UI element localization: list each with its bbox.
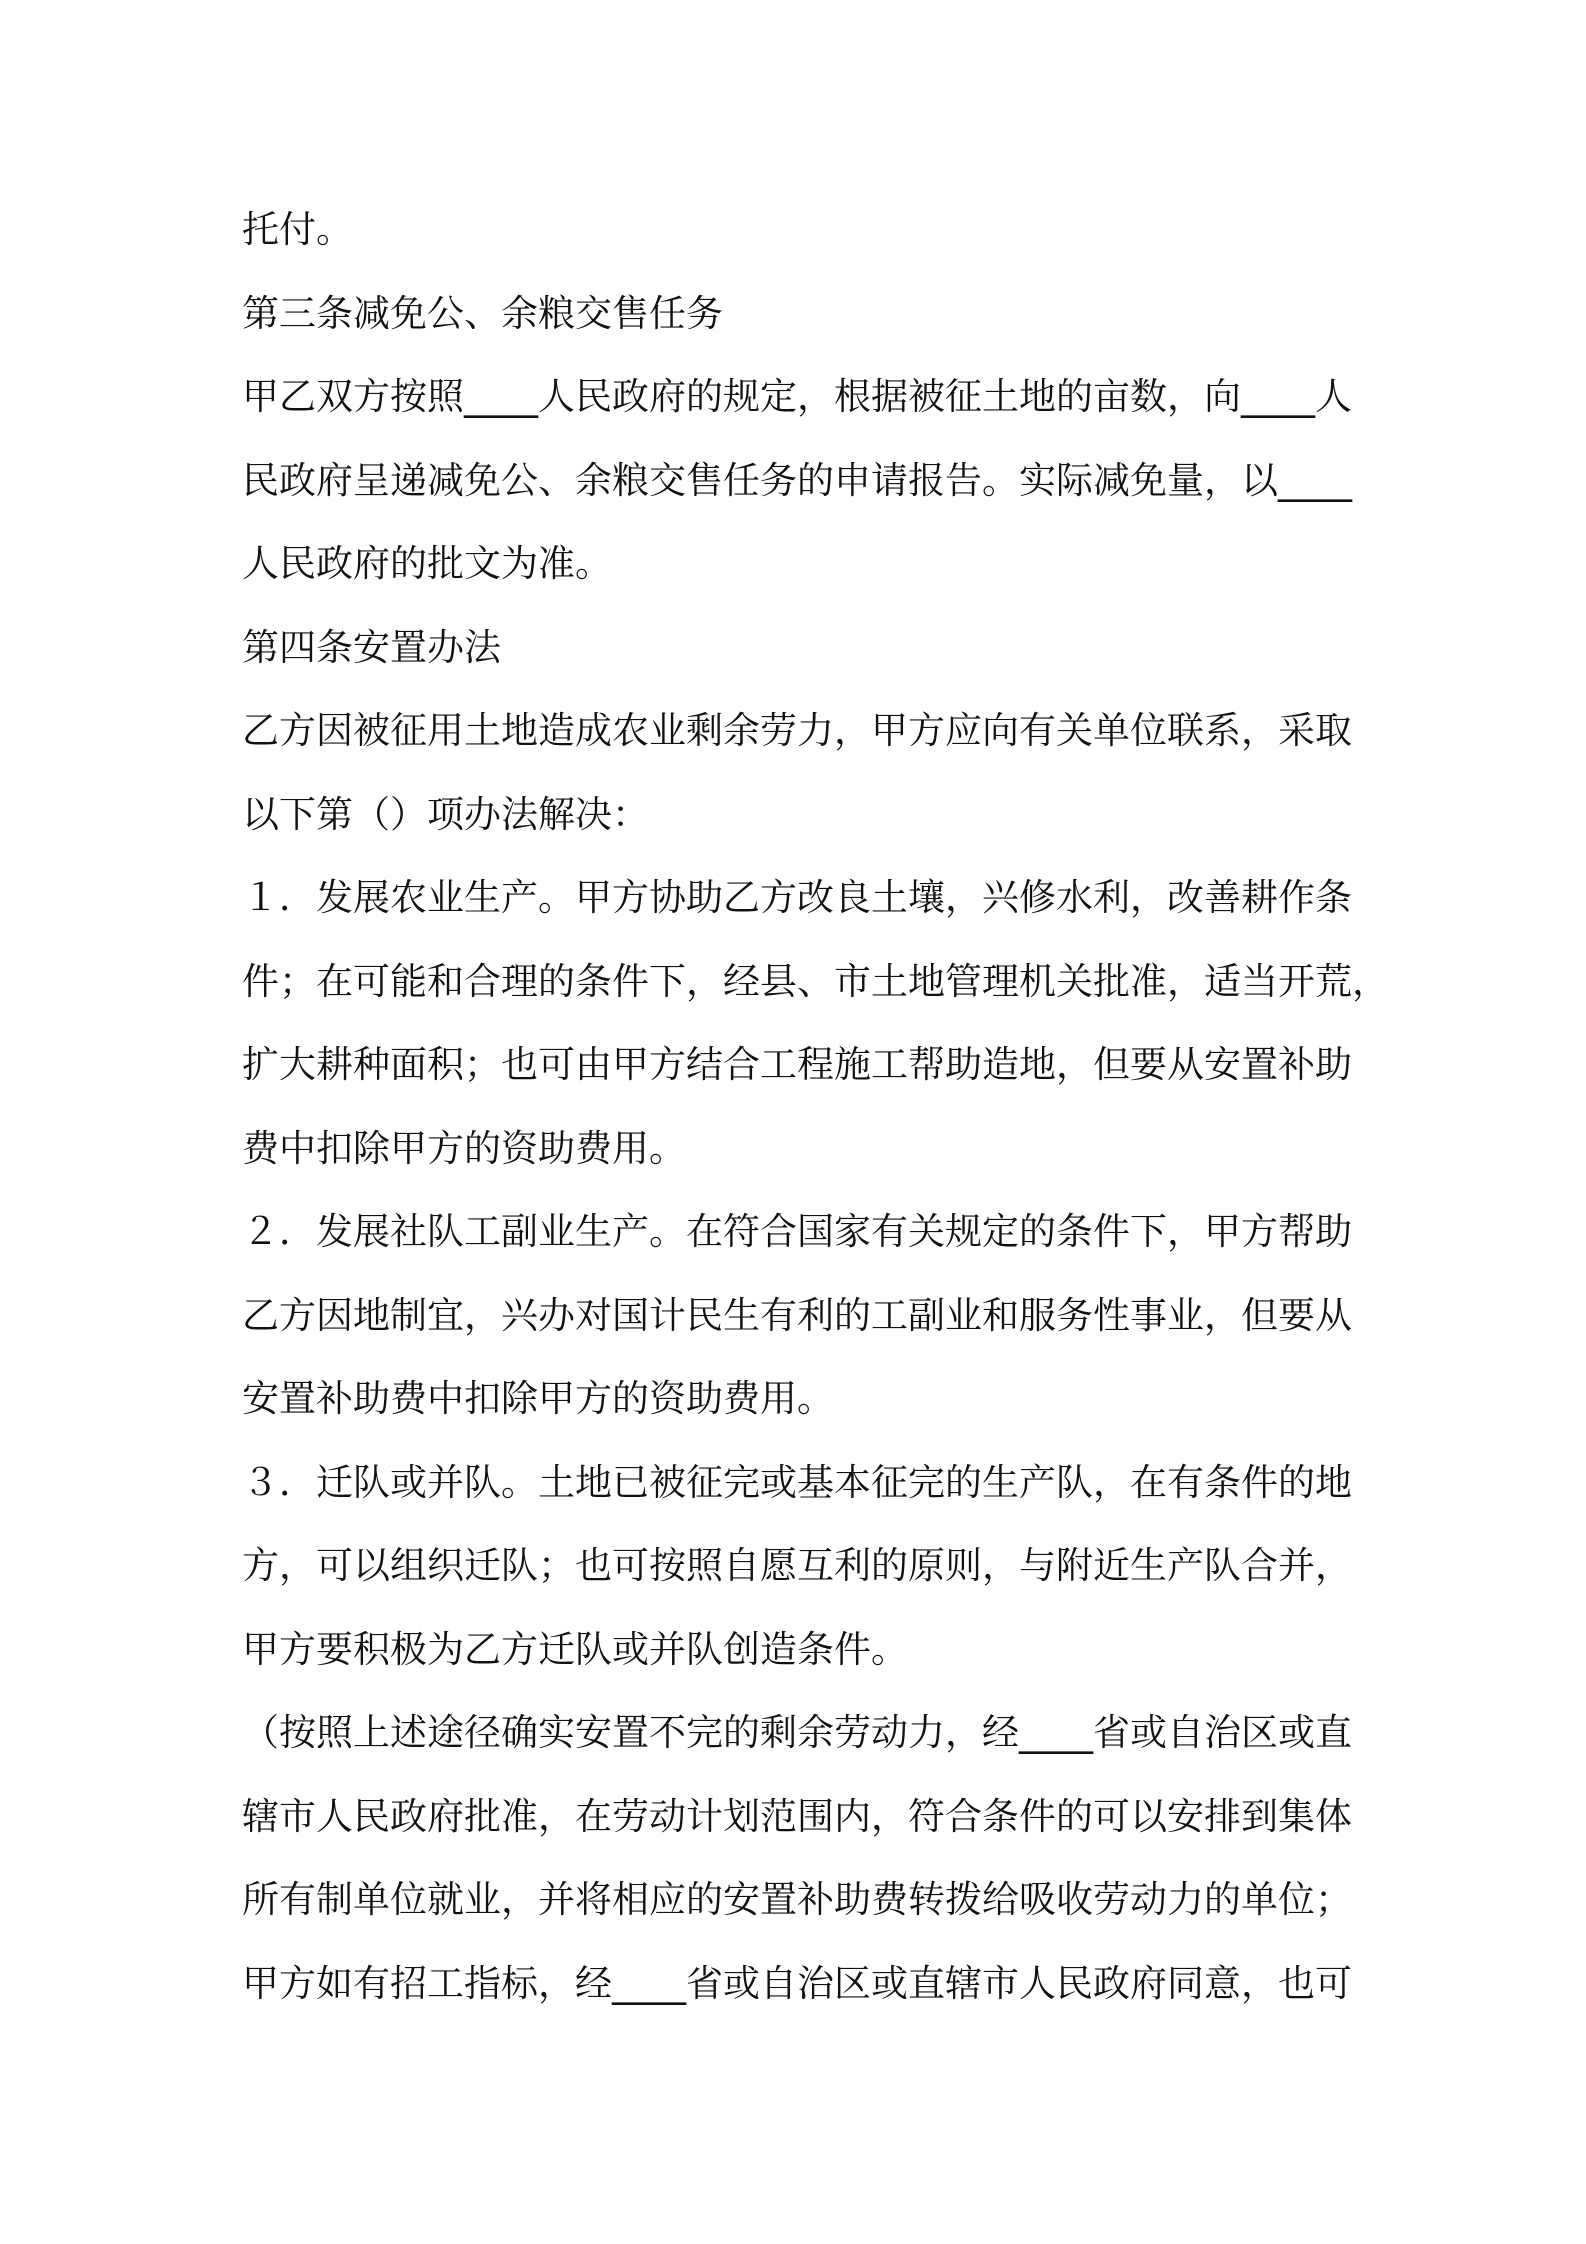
- text-line: 第三条减免公、余粮交售任务: [242, 291, 723, 335]
- text-line: 费中扣除甲方的资助费用。: [242, 1126, 686, 1170]
- document-body: [242, 188, 1389, 2025]
- text-line: 扩大耕种面积；也可由甲方结合工程施工帮助造地，但要从安置补助: [242, 1043, 1352, 1086]
- text-line: （按照上述途径确实安置不完的剩余劳动力，经____省或自治区或直: [242, 1711, 1352, 1754]
- text-line: 第四条安置办法: [242, 625, 501, 669]
- text-line: 方，可以组织迁队；也可按照自愿互利的原则，与附近生产队合并，: [242, 1544, 1352, 1587]
- text-line: 以下第（）项办法解决：: [242, 792, 649, 836]
- text-line: 甲方如有招工指标，经____省或自治区或直辖市人民政府同意，也可: [242, 1961, 1352, 2005]
- text-line: 所有制单位就业，并将相应的安置补助费转拨给吸收劳动力的单位；: [242, 1878, 1352, 1921]
- text-line: 辖市人民政府批准，在劳动计划范围内，符合条件的可以安排到集体: [242, 1794, 1352, 1838]
- text-line: １．发展农业生产。甲方协助乙方改良土壤，兴修水利，改善耕作条: [242, 876, 1352, 919]
- text-line: 甲乙双方按照____人民政府的规定，根据被征土地的亩数，向____人: [242, 375, 1352, 418]
- text-line: ２．发展社队工副业生产。在符合国家有关规定的条件下，甲方帮助: [242, 1210, 1352, 1253]
- text-line: ３．迁队或并队。土地已被征完或基本征完的生产队，在有条件的地: [242, 1460, 1352, 1504]
- text-line: 乙方因被征用土地造成农业剩余劳力，甲方应向有关单位联系，采取: [242, 709, 1352, 752]
- text-line: 乙方因地制宜，兴办对国计民生有利的工副业和服务性事业，但要从: [242, 1293, 1352, 1337]
- text-line: 民政府呈递减免公、余粮交售任务的申请报告。实际减免量，以____: [242, 458, 1352, 502]
- text-line: 件；在可能和合理的条件下，经县、市土地管理机关批准，适当开荒，: [242, 959, 1389, 1003]
- text-line: 安置补助费中扣除甲方的资助费用。: [242, 1377, 834, 1420]
- text-line: 托付。: [242, 208, 353, 251]
- text-line: 人民政府的批文为准。: [242, 542, 612, 585]
- text-line: 甲方要积极为乙方迁队或并队创造条件。: [242, 1627, 908, 1671]
